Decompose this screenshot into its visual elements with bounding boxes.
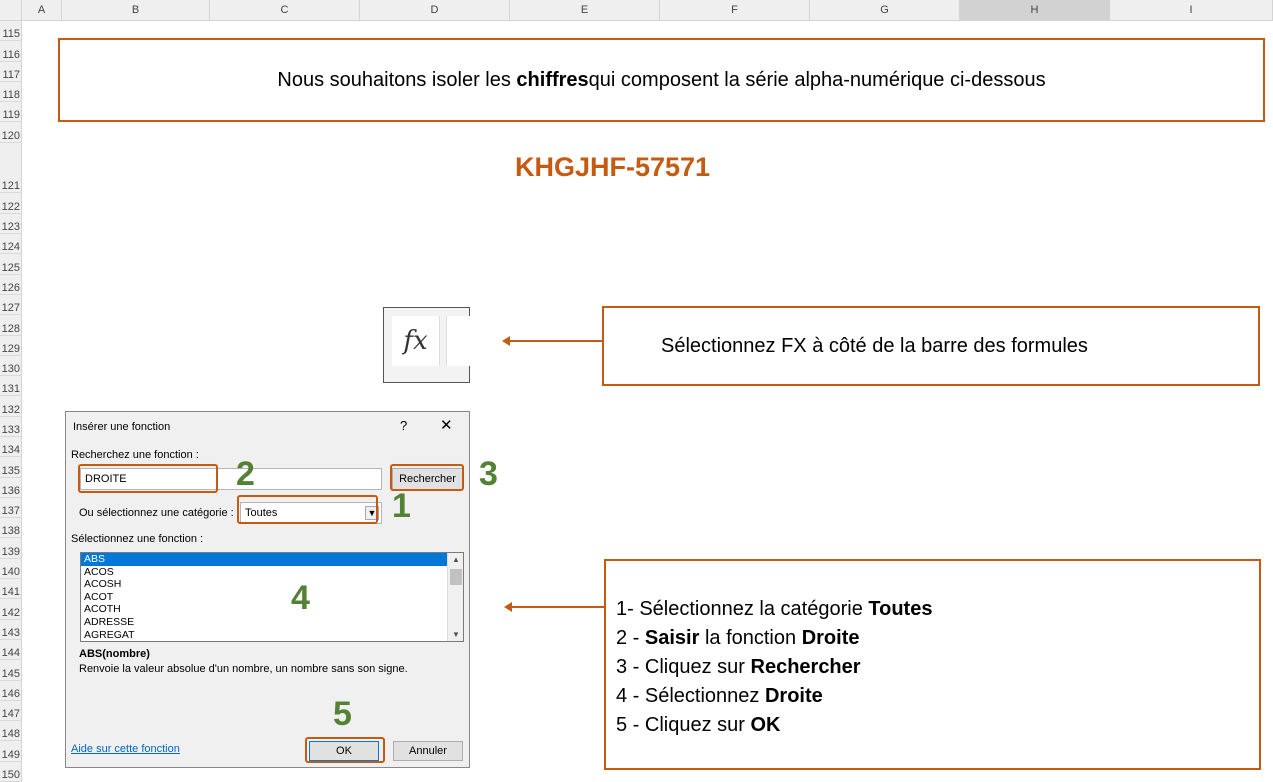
step-text: 2 - [616,627,645,649]
step-text-bold: Droite [764,685,823,707]
highlight-ok-button [305,737,385,763]
row-header-123[interactable]: 123 [0,214,22,234]
step-text: 1- Sélectionnez la catégorie [616,598,869,620]
step-item [616,682,932,711]
category-value: Toutes [245,507,278,519]
callout-number-1: 1 [392,487,411,525]
steps-box [604,559,1261,770]
step-item [616,624,932,653]
column-header-i[interactable]: I [1110,0,1273,20]
row-header-117[interactable]: 117 [0,62,22,82]
callout-number-5: 5 [333,695,352,733]
function-list-item[interactable]: ADRESSE [84,615,135,628]
row-header-118[interactable]: 118 [0,82,22,102]
row-header-128[interactable]: 128 [0,315,22,335]
step-text-bold: Toutes [868,598,933,620]
column-header-c[interactable]: C [210,0,360,20]
step-text: la fonction [699,627,802,649]
row-header-147[interactable]: 147 [0,701,22,721]
step-item [616,595,932,624]
row-header-146[interactable]: 146 [0,681,22,701]
intro-text-bold: chiffres [516,68,589,91]
alphanumeric-series-cell[interactable]: KHGJHF-57571 [514,152,711,182]
step-text-bold: Rechercher [750,656,861,678]
row-header-130[interactable]: 130 [0,356,22,376]
column-header-f[interactable]: F [660,0,810,20]
row-header-122[interactable]: 122 [0,193,22,213]
row-header-145[interactable]: 145 [0,660,22,680]
row-header-136[interactable]: 136 [0,478,22,498]
dialog-title: Insérer une fonction [73,421,171,433]
ok-button[interactable]: OK [309,741,379,761]
row-header-120[interactable]: 120 [0,122,22,142]
row-header-129[interactable]: 129 [0,336,22,356]
row-header-126[interactable]: 126 [0,275,22,295]
row-header-119[interactable]: 119 [0,102,22,122]
cancel-button[interactable]: Annuler [393,741,463,761]
row-header-143[interactable]: 143 [0,620,22,640]
row-header-bar [0,21,22,782]
function-list-item[interactable]: ACOSH [84,578,122,591]
function-list-item[interactable]: AGREGAT [84,628,135,641]
column-header-bar [0,0,1273,21]
step-text: 3 - Cliquez sur [616,656,751,678]
function-help-link[interactable]: Aide sur cette fonction [71,743,180,755]
close-icon[interactable]: ✕ [440,417,453,434]
search-button[interactable]: Rechercher [392,468,463,490]
function-list-items [81,553,463,641]
category-label: Ou sélectionnez une catégorie : [79,507,234,519]
highlight-category-select [237,495,378,524]
row-header-135[interactable]: 135 [0,457,22,477]
function-list[interactable] [80,552,464,642]
column-header-e[interactable]: E [510,0,660,20]
row-header-141[interactable]: 141 [0,579,22,599]
fx-screenshot [383,307,470,383]
intro-text-part: qui composent la série alpha-numérique ci-dessous [588,68,1046,91]
function-list-item[interactable]: ACOTH [84,603,121,616]
fx-note-text: Sélectionnez FX à côté de la barre des formules [661,334,1088,357]
function-list-item[interactable]: ACOS [84,565,114,578]
step-text-bold: OK [750,714,781,736]
help-icon[interactable]: ? [400,418,408,433]
insert-function-fx-button[interactable]: fx [392,316,440,366]
row-header-140[interactable]: 140 [0,559,22,579]
highlight-search-input [78,464,218,493]
column-header-a[interactable]: A [22,0,62,20]
function-list-label: Sélectionnez une fonction : [71,533,204,545]
row-header-144[interactable]: 144 [0,640,22,660]
row-header-115[interactable]: 115 [0,21,22,41]
function-signature: ABS(nombre) [79,648,150,660]
row-header-150[interactable]: 150 [0,762,22,782]
row-header-124[interactable]: 124 [0,234,22,254]
row-header-134[interactable]: 134 [0,437,22,457]
column-header-b[interactable]: B [62,0,210,20]
arrow-left-icon [508,340,604,342]
column-header-g[interactable]: G [810,0,960,20]
step-text-bold: Saisir [644,627,700,649]
function-list-item[interactable]: ACOT [84,590,114,603]
scrollbar-thumb[interactable] [450,569,462,585]
column-header-d[interactable]: D [360,0,510,20]
step-text: 4 - Sélectionnez [616,685,765,707]
callout-number-4: 4 [291,579,310,617]
formula-bar-fragment [446,316,476,366]
arrow-left-icon [510,606,606,608]
row-header-127[interactable]: 127 [0,295,22,315]
function-search-input[interactable]: DROITE [80,468,382,490]
chevron-down-icon[interactable]: ▼ [452,630,460,639]
chevron-down-icon[interactable]: ▼ [365,506,379,520]
step-text-bold: Droite [801,627,860,649]
row-header-139[interactable]: 139 [0,538,22,558]
row-header-149[interactable]: 149 [0,741,22,761]
fx-note-box [602,306,1260,386]
row-header-142[interactable]: 142 [0,599,22,619]
row-header-116[interactable]: 116 [0,41,22,61]
row-header-138[interactable]: 138 [0,518,22,538]
intro-text-part: Nous souhaitons isoler les [277,68,511,91]
select-all-corner[interactable] [0,0,22,20]
row-header-131[interactable]: 131 [0,376,22,396]
function-list-item[interactable]: ABS [81,553,447,566]
callout-number-3: 3 [479,455,498,493]
intro-text [60,40,1263,120]
step-text: 5 - Cliquez sur [616,714,751,736]
search-label: Recherchez une fonction : [71,449,199,461]
intro-text-box [58,38,1265,122]
steps-list [616,595,932,740]
step-item [616,711,932,740]
row-header-132[interactable]: 132 [0,396,22,416]
column-header-h[interactable]: H [960,0,1110,20]
row-header-133[interactable]: 133 [0,417,22,437]
function-list-scrollbar[interactable] [447,553,463,641]
row-header-148[interactable]: 148 [0,721,22,741]
chevron-up-icon[interactable]: ▲ [452,555,460,564]
row-header-137[interactable]: 137 [0,498,22,518]
step-item [616,653,932,682]
function-description: Renvoie la valeur absolue d'un nombre, un nombre sans son signe. [79,663,408,675]
row-header-125[interactable]: 125 [0,254,22,274]
row-header-121[interactable]: 121 [0,143,22,194]
callout-number-2: 2 [236,455,255,493]
